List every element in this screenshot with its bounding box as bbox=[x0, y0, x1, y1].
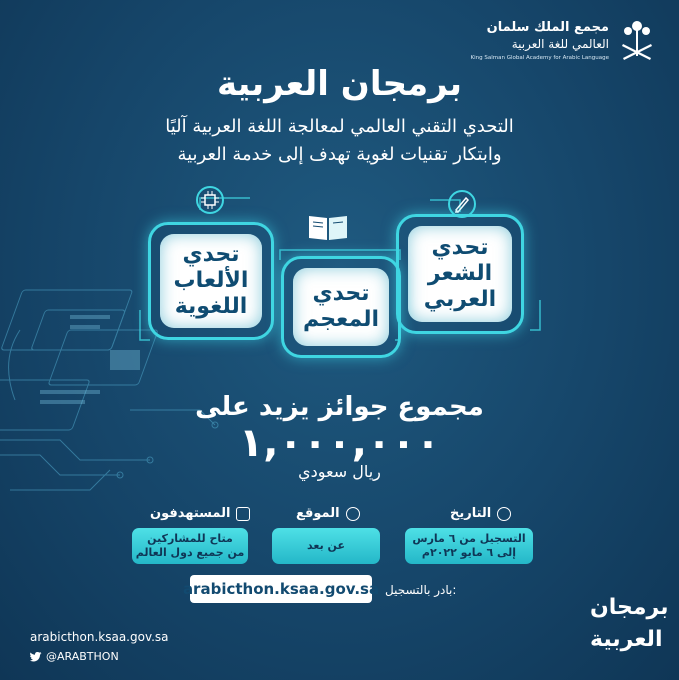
location-pill bbox=[272, 528, 380, 564]
register-label: بادر بالتسجيل: bbox=[385, 583, 457, 597]
twitter-text: @ARABTHON bbox=[46, 650, 119, 663]
date-label: التاريخ bbox=[450, 506, 492, 521]
footer-url[interactable]: arabicthon.ksaa.gov.sa bbox=[30, 630, 169, 644]
globe-icon bbox=[346, 507, 360, 521]
card-line: تحدي bbox=[431, 235, 489, 260]
date-value-line2: إلى ٦ مايو ٢٠٢٢م bbox=[421, 546, 517, 559]
twitter-icon bbox=[30, 652, 42, 662]
location-header bbox=[296, 506, 360, 521]
card-line: العربي bbox=[423, 287, 497, 312]
logo-english: King Salman Global Academy for Arabic Language bbox=[470, 55, 609, 61]
audience-value-line2: من جميع دول العالم bbox=[135, 546, 245, 559]
palm-swords-icon bbox=[617, 18, 657, 62]
academy-logo bbox=[470, 18, 657, 68]
card-line: المعجم bbox=[302, 307, 380, 332]
audience-pill bbox=[132, 528, 248, 564]
card-line: اللغوية bbox=[174, 294, 248, 319]
users-icon bbox=[236, 507, 250, 521]
location-label: الموقع bbox=[296, 506, 340, 521]
big-logo-line2: العربية bbox=[590, 627, 663, 652]
challenge-card-poetry bbox=[396, 214, 524, 334]
page-title: برمجان العربية bbox=[216, 64, 463, 104]
date-header bbox=[450, 506, 511, 521]
book-icon bbox=[307, 212, 349, 242]
audience-header bbox=[150, 506, 250, 521]
chip-icon bbox=[196, 186, 224, 214]
prize-amount: ١,٠٠٠,٠٠٠ bbox=[238, 420, 441, 466]
big-logo-line1: برمجان bbox=[590, 595, 669, 620]
location-value: عن بعد bbox=[307, 539, 345, 552]
date-value-line1: التسجيل من ٦ مارس bbox=[412, 532, 526, 545]
audience-value-line1: متاح للمشاركين bbox=[147, 532, 233, 545]
challenge-card-dictionary bbox=[281, 256, 401, 358]
register-link[interactable]: arabicthon.ksaa.gov.sa bbox=[190, 575, 372, 603]
prize-heading: مجموع جوائز يزيد على bbox=[195, 392, 484, 422]
card-line: تحدي bbox=[312, 281, 370, 306]
challenge-card-games bbox=[148, 222, 274, 340]
prize-currency: ريال سعودي bbox=[298, 462, 381, 481]
clock-icon bbox=[497, 507, 511, 521]
subtitle-line1: التحدي التقني العالمي لمعالجة اللغة العربية آليًا bbox=[165, 116, 514, 137]
subtitle-line2: وابتكار تقنيات لغوية تهدف إلى خدمة العربية bbox=[177, 144, 502, 165]
audience-label: المستهدفون bbox=[150, 506, 231, 521]
card-line: الشعر bbox=[427, 261, 493, 286]
logo-arabic-line2: العالمي للغة العربية bbox=[511, 37, 609, 51]
burmujan-logo bbox=[590, 592, 669, 666]
logo-arabic-line1: مجمع الملك سلمان bbox=[486, 20, 609, 35]
card-line: الألعاب bbox=[173, 268, 249, 293]
date-pill bbox=[405, 528, 533, 564]
card-line: تحدي bbox=[182, 242, 240, 267]
twitter-handle[interactable] bbox=[30, 650, 119, 663]
